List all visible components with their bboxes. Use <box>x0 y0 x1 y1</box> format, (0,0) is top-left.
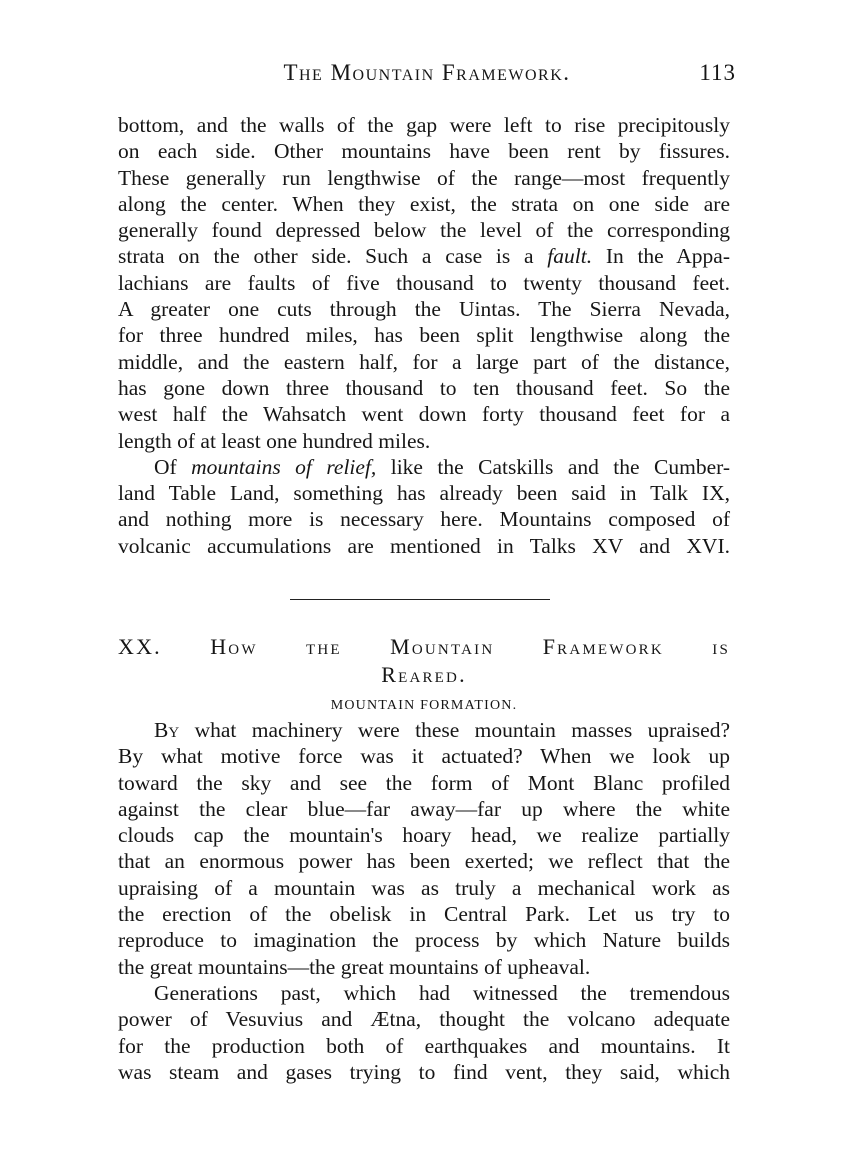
text-line: west half the Wahsatch went down forty thousand feet for a <box>118 402 730 427</box>
text-run: like the Catskills and the Cumber- <box>376 454 731 479</box>
chapter-title-line-2: Reared. <box>381 662 467 687</box>
text-line: was steam and gases trying to find vent, they said, which <box>118 1059 730 1084</box>
text-line: on each side. Other mountains have been rent by fissures. <box>118 139 730 164</box>
text-line: power of Vesuvius and Ætna, thought the volcano adequate <box>118 1007 730 1032</box>
text-line: upraising of a mountain was as truly a mechanical work as <box>118 875 730 900</box>
text-line: lachians are faults of five thousand to twenty thousand feet. <box>118 270 730 295</box>
text-line-fault <box>118 243 730 269</box>
page-number: 113 <box>699 60 736 85</box>
text-line: for three hundred miles, has been split lengthwise along the <box>118 323 730 348</box>
paragraph-start-line <box>118 454 730 480</box>
text-line: the erection of the obelisk in Central Park. Let us try to <box>118 902 730 927</box>
text-run: strata on the other side. Such a case is a <box>118 244 548 269</box>
text-run: what machinery were these mountain masses upraised? <box>179 718 730 742</box>
text-line: along the center. When they exist, the strata on one side are <box>118 191 730 216</box>
text-run: Of <box>154 454 192 479</box>
text-line: for the production both of earthquakes and mountains. It <box>118 1033 730 1058</box>
text-line: clouds cap the mountain's hoary head, we realize partially <box>118 823 730 848</box>
italic-term-relief: mountains of relief, <box>191 454 377 479</box>
italic-term-fault: fault. <box>547 244 593 269</box>
text-line: middle, and the eastern half, for a large part of the distance, <box>118 349 730 374</box>
text-line: By what motive force was it actuated? When we look up <box>118 744 730 769</box>
text-line: against the clear blue—far away—far up where the white <box>118 796 730 821</box>
chapter-title-line-1: XX. How the Mountain Framework is <box>118 634 730 659</box>
section-subtitle: MOUNTAIN FORMATION. <box>330 698 518 713</box>
section-2-text <box>118 717 730 1085</box>
text-line: generally found depressed below the level of the corresponding <box>118 218 730 243</box>
text-run: In the Appa- <box>592 244 730 269</box>
text-line: toward the sky and see the form of Mont Blanc profiled <box>118 770 730 795</box>
text-line: that an enormous power has been exerted; we reflect that the <box>118 849 730 874</box>
section-1-text <box>118 112 730 559</box>
text-line: bottom, and the walls of the gap were left to rise precipitously <box>118 113 730 137</box>
text-line: reproduce to imagination the process by which Nature builds <box>118 928 730 953</box>
running-head <box>118 60 736 94</box>
text-line: has gone down three thousand to ten thousand feet. So the <box>118 375 730 400</box>
text-line: length of at least one hundred miles. <box>118 428 431 453</box>
lead-word: By <box>154 718 180 742</box>
text-line: the great mountains—the great mountains of upheaval. <box>118 954 591 979</box>
text-line: land Table Land, something has already been said in Talk IX, <box>118 481 730 506</box>
paragraph-start-line <box>118 717 730 743</box>
paragraph-start-line: Generations past, which had witnessed the tremendous <box>154 980 730 1005</box>
chapter-heading <box>118 633 730 717</box>
text-line: volcanic accumulations are mentioned in Talks XV and XVI. <box>118 533 730 558</box>
text-line: These generally run lengthwise of the range—most frequently <box>118 165 730 190</box>
text-line: A greater one cuts through the Uintas. The Sierra Nevada, <box>118 297 730 322</box>
text-line: and nothing more is necessary here. Mountains composed of <box>118 507 730 532</box>
section-divider-rule <box>290 599 550 600</box>
running-title: The Mountain Framework. <box>283 60 571 85</box>
